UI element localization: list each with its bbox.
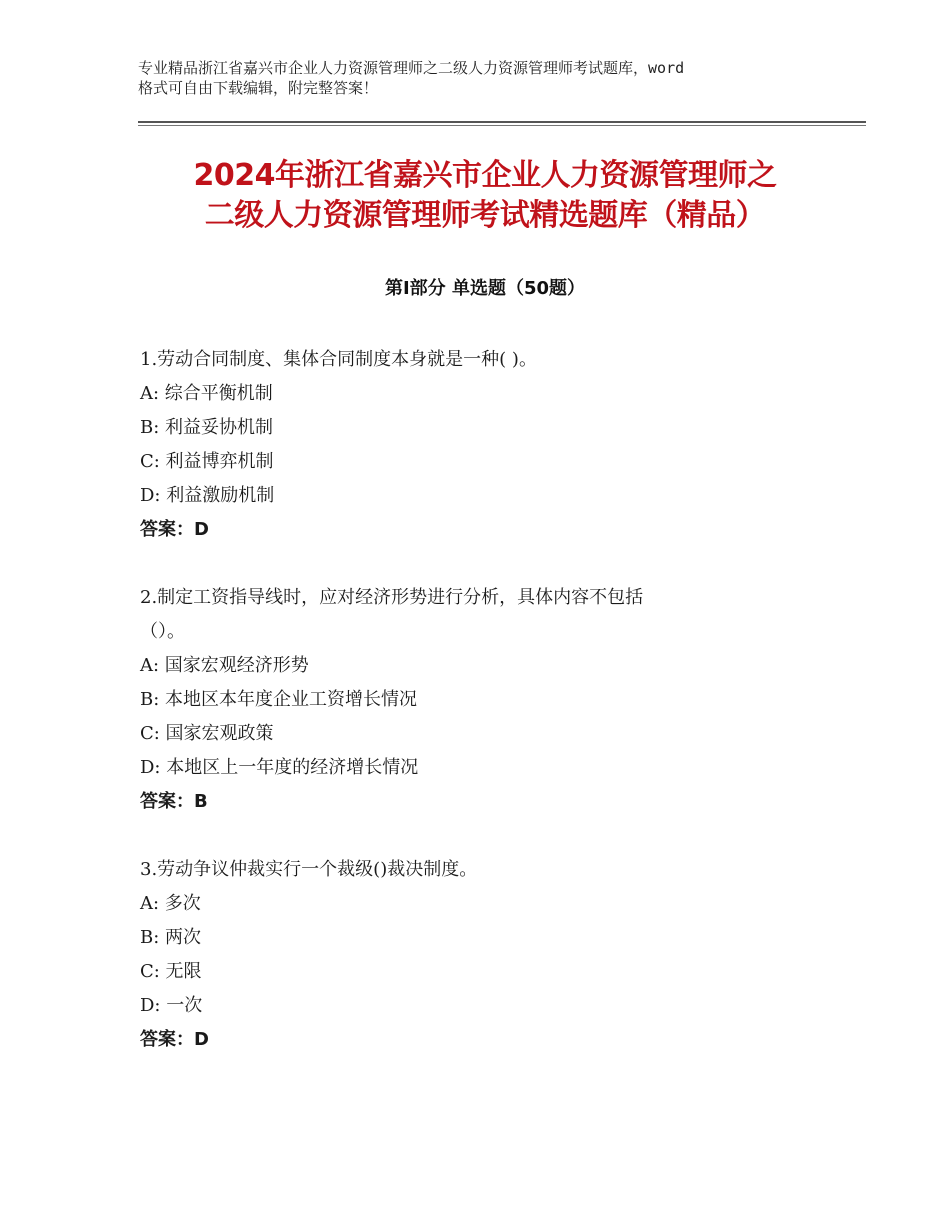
- document-title-line-1: 2024年浙江省嘉兴市企业人力资源管理师之: [193, 158, 777, 193]
- header-note-line-1: 专业精品浙江省嘉兴市企业人力资源管理师之二级人力资源管理师考试题库，word: [138, 59, 685, 77]
- document-title-line-2: 二级人力资源管理师考试精选题库（精品）: [204, 198, 766, 233]
- question-gap: [140, 819, 780, 853]
- option-a: A: 国家宏观经济形势: [140, 655, 309, 676]
- question-stem: 1.劳动合同制度、集体合同制度本身就是一种( )。: [140, 349, 537, 370]
- header-note: [138, 58, 828, 98]
- question-item-1: [140, 343, 780, 547]
- option-d: D: 本地区上一年度的经济增长情况: [140, 757, 419, 778]
- option-c: C: 无限: [140, 961, 202, 982]
- question-stem-continuation: （）。: [140, 621, 185, 642]
- answer-label: 答案：B: [140, 791, 208, 812]
- section-heading: 第Ⅰ部分 单选题（50题）: [384, 278, 585, 299]
- answer-label: 答案：D: [140, 1029, 209, 1050]
- option-a: A: 综合平衡机制: [140, 383, 273, 404]
- question-stem: 2.制定工资指导线时，应对经济形势进行分析，具体内容不包括: [140, 587, 644, 608]
- option-c: C: 利益博弈机制: [140, 451, 274, 472]
- option-d: D: 利益激励机制: [140, 485, 275, 506]
- question-gap: [140, 547, 780, 581]
- option-b: B: 本地区本年度企业工资增长情况: [140, 689, 418, 710]
- question-item-3: [140, 853, 780, 1057]
- question-stem: 3.劳动争议仲裁实行一个裁级()裁决制度。: [140, 859, 478, 880]
- answer-label: 答案：D: [140, 519, 209, 540]
- option-b: B: 两次: [140, 927, 202, 948]
- option-b: B: 利益妥协机制: [140, 417, 274, 438]
- question-list: [140, 343, 780, 1057]
- option-d: D: 一次: [140, 995, 203, 1016]
- option-c: C: 国家宏观政策: [140, 723, 274, 744]
- header-divider-thin: [138, 125, 866, 126]
- option-a: A: 多次: [140, 893, 201, 914]
- document-title: [140, 156, 830, 236]
- header-note-line-2: 格式可自由下载编辑，附完整答案！: [138, 79, 379, 97]
- header-divider: [138, 121, 866, 123]
- question-item-2: [140, 581, 780, 819]
